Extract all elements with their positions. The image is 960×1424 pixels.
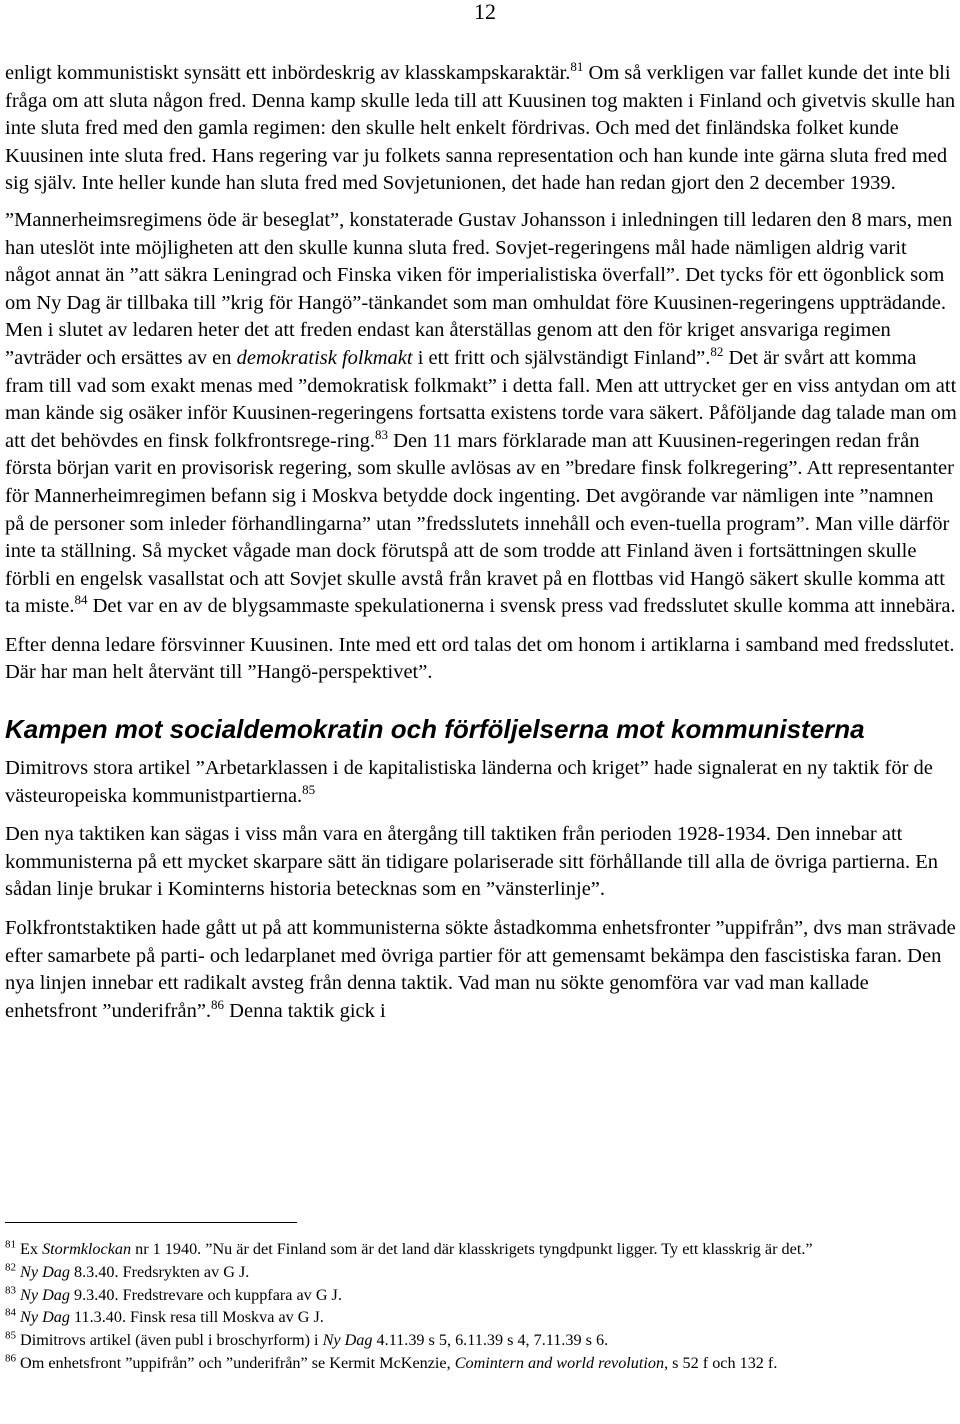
footnote-ref-85[interactable]: 85: [302, 781, 316, 797]
footnote-85: $^{85}$ Dimitrovs artikel (även publ i broschyrform) i Ny Dag 4.11.39 s 5, 6.11.39 s 4, 7.11.39 s 6.: [5, 1329, 609, 1350]
footnote-83: $^{83}$ Ny Dag 9.3.40. Fredstrevare och kuppfara av G J.: [5, 1284, 342, 1304]
paragraph-5: Den nya taktiken kan sägas i viss mån vara en återgång till taktiken från perioden 1928-1934. Den innebar att kommunisterna på ett mycket skarpare sätt än tidigare polariserade sitt förhållande till alla de övriga partierna. En sådan linje brukar i Kominterns historia betecknas som en ”vänsterlinje”.: [5, 823, 938, 901]
footnote-ref-81[interactable]: 81: [570, 59, 584, 75]
paragraph-4: Dimitrovs stora artikel ”Arbetarklassen i de kapitalistiska länderna och kriget” hade signalerat en ny taktik för de västeuropeiska kommunistpartierna.$^{85}$: [5, 757, 933, 807]
paragraph-2: ”Mannerheimsregimens öde är beseglat”, konstaterade Gustav Johansson i inledningen till ledaren den 8 mars, men han uteslöt inte möjligheten att den skulle kunna sluta fred. Sovjet-regeringens mål hade nämligen aldrig varit något annat än ”att säkra Leningrad och Finska viken för imperialistiska överfall”. Det tycks för ett ögonblick som om Ny Dag är tillbaka till ”krig för Hangö”-tänkandet som man omhuldat före Kuusinen-regeringens uppträdande. Men i slutet av ledaren heter det att freden endast kan återställas genom att den för kriget ansvariga regimen ”avträder och ersättes av en demokratisk folkmakt i ett fritt och självständigt Finland”.$^{82}$ Det är svårt att komma fram till vad som exakt menas med ”demokratisk folkmakt” i detta fall. Men att uttrycket ger en viss antydan om att man kände sig osäker inför Kuusinen-regeringens fortsatta existens torde vara säkert. Påföljande dag talade man om att det behövdes en finsk folkfrontsrege-ring.$^{83}$ Den 11 mars förklarade man att Kuusinen-regeringen redan från första början varit en provisorisk regering, som skulle avlösas av en ”bredare finsk folkregering”. Att representanter för Mannerheimregimen befann sig i Moskva betydde dock ingenting. Det avgörande var nämligen inte ”namnen på de personer som inleder förhandlingarna” utan ”fredsslutets innehåll och even-tuella program”. Man ville därför inte ta ställning. Så mycket vågade man dock förutspå att de som trodde att Finland även i fortsättningen skulle förbli en engelsk vasallstat och att Sovjet skulle avstå från kravet på en flottbas vid Hangö säkert skulle komma att ta miste.$^{84}$ Det var en av de blygsammaste spekulationerna i svensk press vad fredsslutet skulle komma att innebära.: [5, 208, 957, 618]
paragraph-1: enligt kommunistiskt synsätt ett inbördeskrig av klasskampskaraktär.$^{81}$ Om så verkligen var fallet kunde det inte bli fråga om att sluta någon fred. Denna kamp skulle leda till att Kuusinen tog makten i Finland och givetvis skulle han inte sluta fred med den gamla regimen: den skulle helt enkelt fördrivas. Och med det finländska folket kunde Kuusinen inte sluta fred. Hans regering var ju folkets sanna representation och han kunde inte gärna sluta fred med sig själv. Inte heller kunde han sluta fred med Sovjetunionen, det hade han redan gjort den 2 december 1939.: [5, 59, 956, 195]
footnote-ref-83[interactable]: 83: [375, 426, 389, 442]
section-heading: Kampen mot socialdemokratin och förföljelserna mot kommunisterna: [5, 714, 865, 745]
footnote-separator: [5, 1222, 297, 1223]
paragraph-3: Efter denna ledare försvinner Kuusinen. Inte med ett ord talas det om honom i artiklarna i samband med fredsslutet. Där har man helt återvänt till ”Hangö-perspektivet”.: [5, 633, 955, 684]
footnote-ref-84[interactable]: 84: [74, 592, 88, 608]
footnote-86: $^{86}$ Om enhetsfront ”uppifrån” och ”underifrån” se Kermit McKenzie, Comintern and world revolution, s 52 f och 132 f.: [5, 1352, 778, 1372]
footnotes: [5, 1238, 957, 1375]
page-number: 12: [474, 0, 496, 24]
footnote-ref-86[interactable]: 86: [211, 996, 225, 1012]
footnote-81: $^{81}$ Ex Stormklockan nr 1 1940. ”Nu är det Finland som är det land där klasskrigets tyngdpunkt ligger. Ty ett klasskrig är det.”: [5, 1238, 813, 1258]
footnote-84: $^{84}$ Ny Dag 11.3.40. Finsk resa till Moskva av G J.: [5, 1307, 324, 1327]
emphasis: demokratisk folkmakt: [236, 346, 413, 369]
footnote-82: $^{82}$ Ny Dag 8.3.40. Fredsrykten av G J.: [5, 1261, 250, 1281]
footnote-ref-82[interactable]: 82: [710, 344, 724, 360]
paragraph-6: Folkfrontstaktiken hade gått ut på att kommunisterna sökte åstadkomma enhetsfronter ”uppifrån”, dvs man strävade efter samarbete på parti- och ledarplanet med övriga partier för att gemensamt bekämpa den fascistiska faran. Den nya linjen innebar ett radikalt avsteg från denna taktik. Vad man nu sökte genomföra var vad man kallade enhetsfront ”underifrån”.$^{86}$ Denna taktik gick i: [5, 917, 956, 1022]
main-text: [5, 60, 957, 1036]
